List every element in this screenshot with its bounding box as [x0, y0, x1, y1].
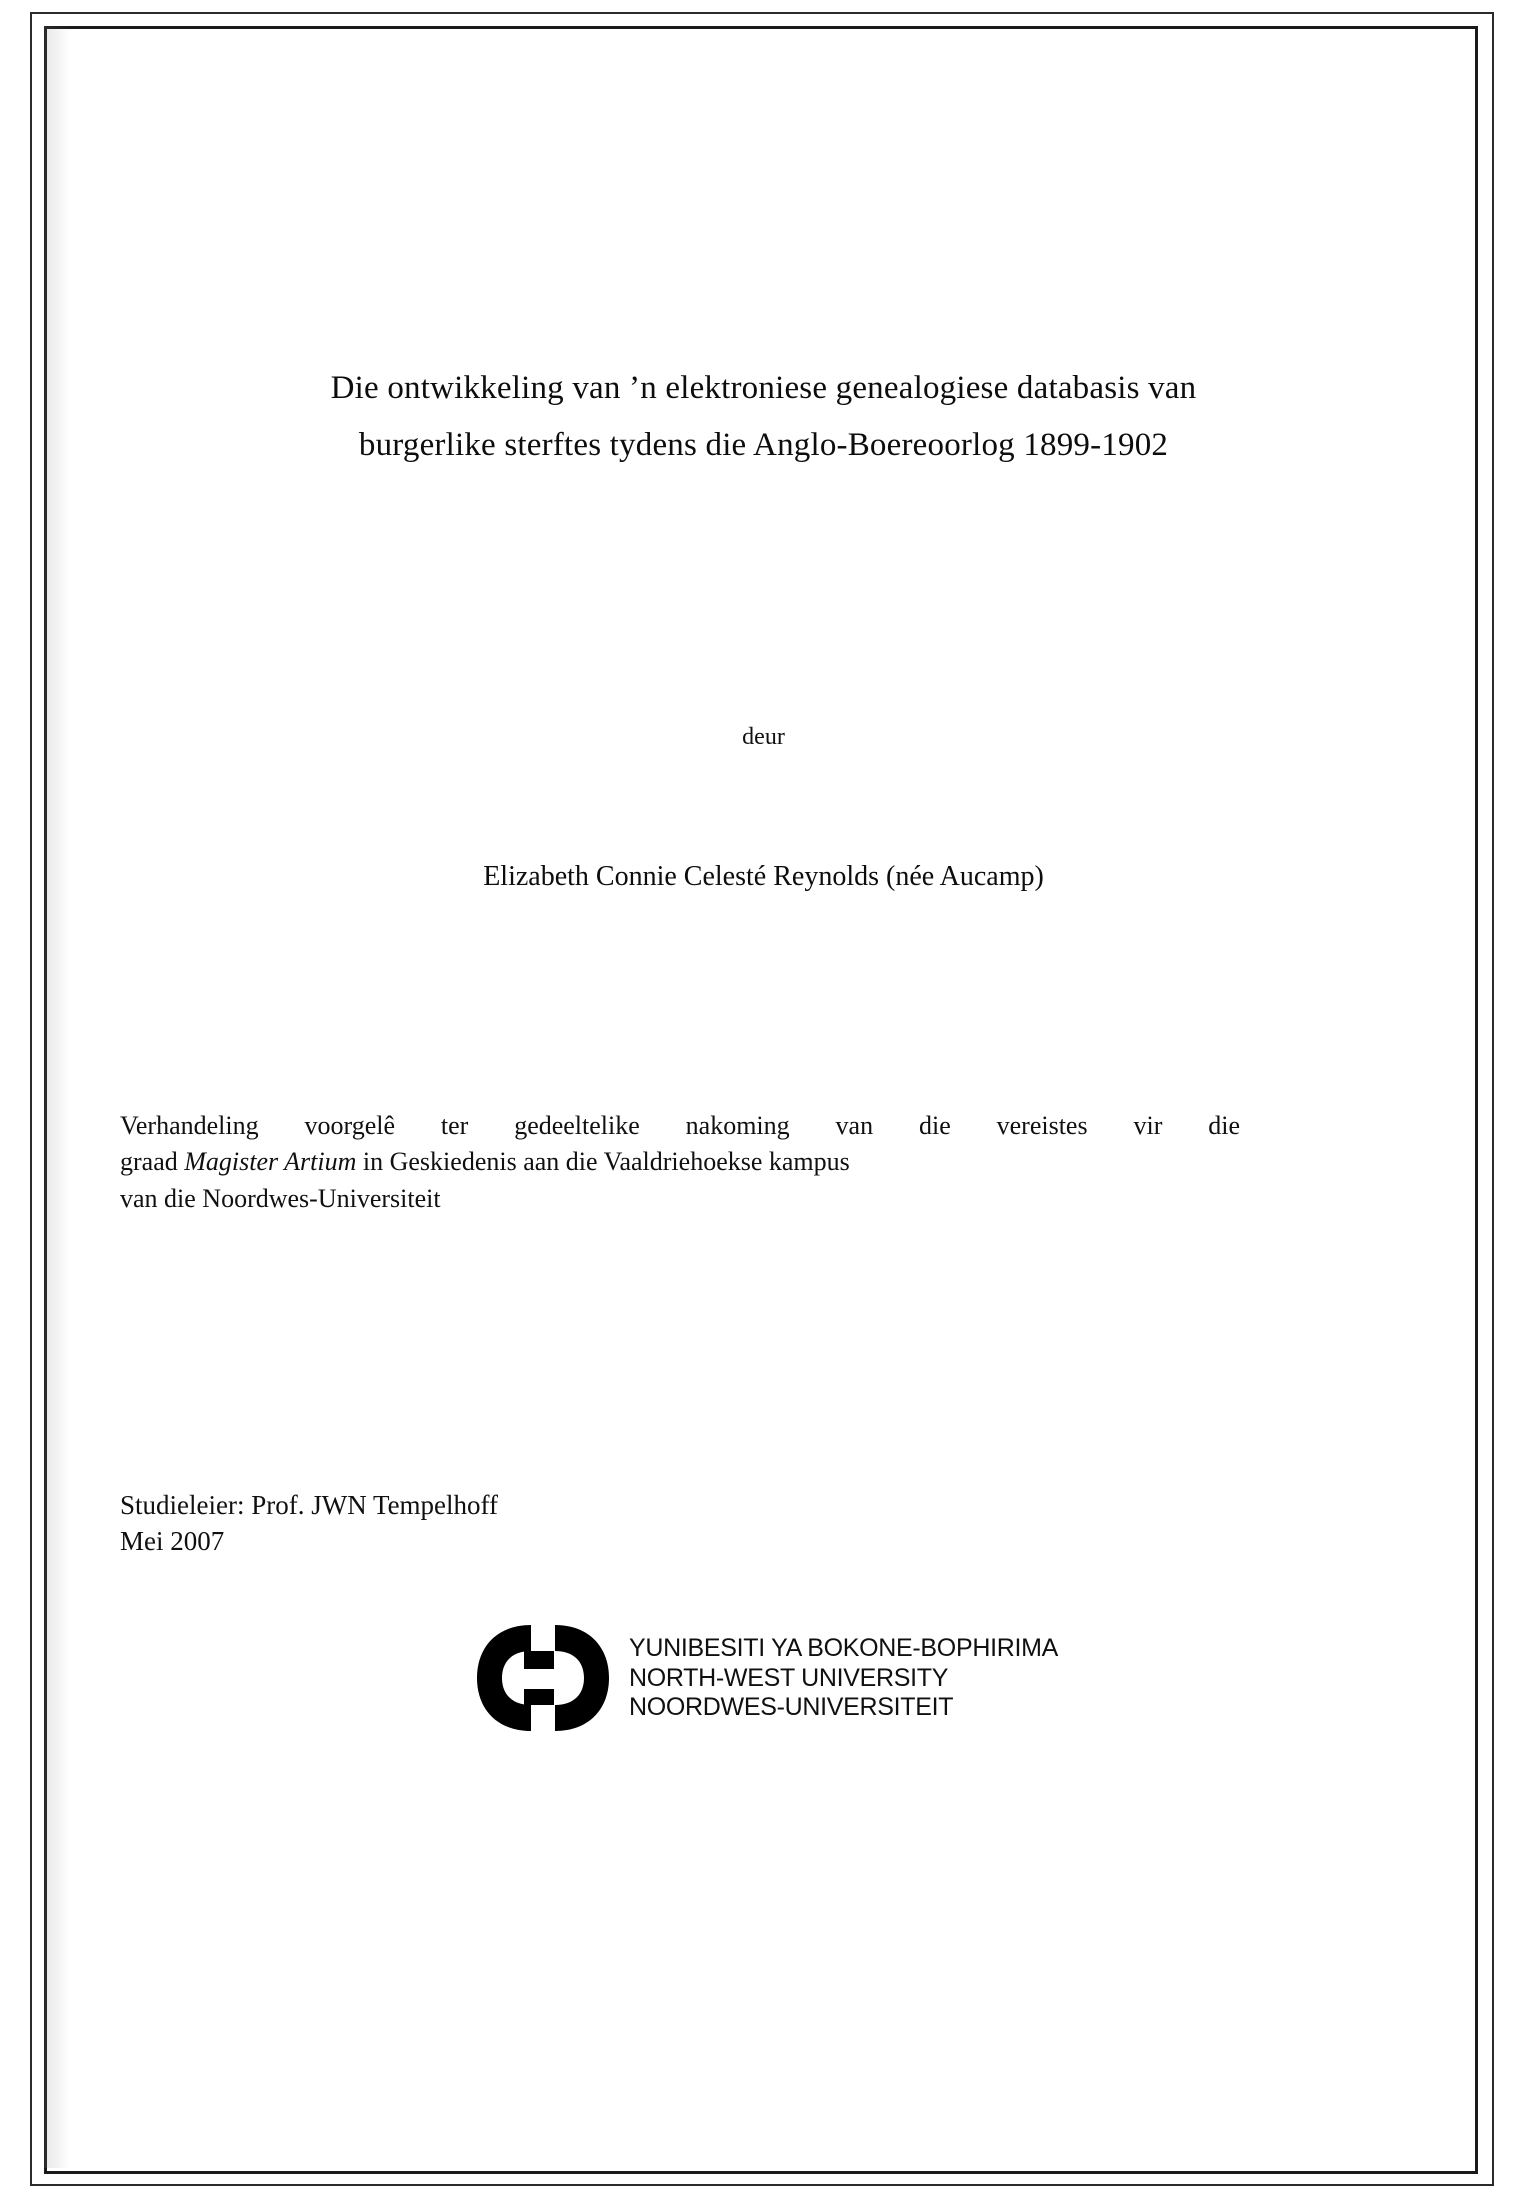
supervisor-line: Studieleier: Prof. JWN Tempelhoff: [120, 1490, 499, 1521]
page-title: [120, 360, 1407, 474]
logo-text-line-1: YUNIBESITI YA BOKONE-BOPHIRIMA: [628, 1634, 1059, 1663]
title-line-2: burgerlike sterftes tydens die Anglo-Boereoorlog 1899-1902: [358, 426, 1169, 463]
university-logo: [120, 1619, 1407, 1737]
author-name: Elizabeth Connie Celesté Reynolds (née Aucamp): [483, 860, 1044, 892]
logo-text-line-2: NORTH-WEST UNIVERSITY: [628, 1663, 949, 1692]
degree-name-italic: Magister Artium: [184, 1147, 357, 1177]
date-line: Mei 2007: [120, 1525, 225, 1556]
university-logo-text: [629, 1634, 1058, 1723]
by-label: deur: [742, 723, 785, 750]
title-page-content: [120, 60, 1407, 2166]
logo-text-line-3: NOORDWES-UNIVERSITEIT: [628, 1693, 954, 1722]
degree-statement-line-2: [120, 1144, 1240, 1181]
title-line-1: Die ontwikkeling van ’n elektroniese genealogiese databasis van: [330, 370, 1197, 406]
degree-statement-line-2-after: in Geskiedenis aan die Vaaldriehoekse kampus: [356, 1147, 850, 1177]
nwu-logo-icon: [469, 1619, 619, 1737]
degree-statement: [120, 1108, 1240, 1219]
degree-statement-line-2-before: graad: [120, 1147, 185, 1177]
degree-statement-line-3: van die Noordwes-Universiteit: [120, 1184, 441, 1214]
supervisor-and-date: [120, 1488, 1407, 1559]
degree-statement-line-1: Verhandeling voorgelê ter gedeeltelike nakoming van die vereistes vir die: [120, 1110, 1240, 1140]
